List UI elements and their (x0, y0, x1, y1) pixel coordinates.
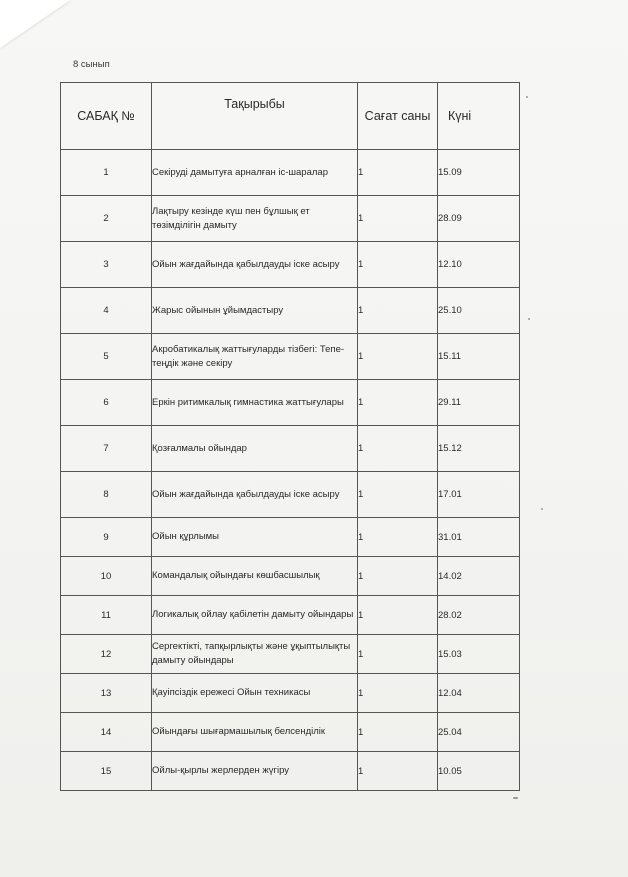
scan-speck (528, 318, 530, 320)
table-row (61, 426, 520, 472)
topic-cell: Ойын жағдайында қабылдауды іске асыру (152, 242, 358, 288)
lesson-number-cell: 11 (61, 596, 152, 635)
header-date (438, 83, 520, 150)
topic-cell: Еркін ритимкалық гимнастика жаттығулары (152, 380, 358, 426)
topic-cell: Лақтыру кезінде күш пен бұлшық ет төзімділігін дамыту (152, 196, 358, 242)
topic-cell: Акробатикалық жаттығуларды тізбегі: Тепе-теңдік және секіру (152, 334, 358, 380)
lesson-number-cell: 5 (61, 334, 152, 380)
lesson-number-cell: 13 (61, 674, 152, 713)
table-row (61, 196, 520, 242)
table-row (61, 752, 520, 791)
date-cell: 31.01 (438, 518, 520, 557)
table-row (61, 674, 520, 713)
hours-cell: 1 (358, 288, 438, 334)
date-cell: 15.03 (438, 635, 520, 674)
lesson-number-cell: 10 (61, 557, 152, 596)
hours-cell: 1 (358, 426, 438, 472)
topic-cell: Қозғалмалы ойындар (152, 426, 358, 472)
topic-cell: Ойлы-қырлы жерлерден жүгіру (152, 752, 358, 791)
header-date-label: Күні (448, 109, 472, 123)
scan-speck (541, 508, 543, 510)
date-cell: 17.01 (438, 472, 520, 518)
hours-cell: 1 (358, 242, 438, 288)
scan-speck (526, 96, 528, 98)
table-row (61, 596, 520, 635)
date-cell: 29.11 (438, 380, 520, 426)
topic-cell: Ойын құрлымы (152, 518, 358, 557)
date-cell: 28.02 (438, 596, 520, 635)
header-topic: Тақырыбы (152, 83, 358, 150)
lesson-number-cell: 4 (61, 288, 152, 334)
lesson-number-cell: 15 (61, 752, 152, 791)
lesson-number-cell: 14 (61, 713, 152, 752)
hours-cell: 1 (358, 713, 438, 752)
date-cell: 15.11 (438, 334, 520, 380)
lesson-number-cell: 1 (61, 150, 152, 196)
topic-cell: Қауіпсіздік ережесі Ойын техникасы (152, 674, 358, 713)
hours-cell: 1 (358, 752, 438, 791)
table-row (61, 713, 520, 752)
lesson-number-cell: 2 (61, 196, 152, 242)
hours-cell: 1 (358, 380, 438, 426)
table-row (61, 380, 520, 426)
topic-cell: Секіруді дамытуға арналған іс-шаралар (152, 150, 358, 196)
lesson-number-cell: 7 (61, 426, 152, 472)
table-header-row (61, 83, 520, 150)
lesson-number-cell: 8 (61, 472, 152, 518)
lesson-number-cell: 6 (61, 380, 152, 426)
date-cell: 14.02 (438, 557, 520, 596)
date-cell: 12.10 (438, 242, 520, 288)
lesson-number-cell: 9 (61, 518, 152, 557)
lesson-number-cell: 12 (61, 635, 152, 674)
date-cell: 12.04 (438, 674, 520, 713)
table-row (61, 242, 520, 288)
topic-cell: Ойындағы шығармашылық белсенділік (152, 713, 358, 752)
hours-cell: 1 (358, 635, 438, 674)
hours-cell: 1 (358, 472, 438, 518)
header-hours: Сағат саны (358, 83, 438, 150)
topic-cell: Командалық ойындағы көшбасшылық (152, 557, 358, 596)
lesson-plan-table (60, 82, 520, 791)
hours-cell: 1 (358, 518, 438, 557)
table-row (61, 334, 520, 380)
hours-cell: 1 (358, 557, 438, 596)
table-row (61, 635, 520, 674)
table-row (61, 472, 520, 518)
topic-cell: Сергектікті, тапқырлықты және ұқыптылықты дамыту ойындары (152, 635, 358, 674)
scan-speck (513, 797, 518, 799)
date-cell: 15.12 (438, 426, 520, 472)
hours-cell: 1 (358, 674, 438, 713)
date-cell: 25.04 (438, 713, 520, 752)
grade-label: 8 сынып (73, 59, 110, 70)
hours-cell: 1 (358, 196, 438, 242)
date-cell: 25.10 (438, 288, 520, 334)
table-row (61, 557, 520, 596)
lesson-number-cell: 3 (61, 242, 152, 288)
topic-cell: Логикалық ойлау қабілетін дамыту ойындары (152, 596, 358, 635)
date-cell: 28.09 (438, 196, 520, 242)
hours-cell: 1 (358, 596, 438, 635)
topic-cell: Жарыс ойынын ұйымдастыру (152, 288, 358, 334)
table-row (61, 518, 520, 557)
table-row (61, 288, 520, 334)
topic-cell: Ойын жағдайында қабылдауды іске асыру (152, 472, 358, 518)
date-cell: 15.09 (438, 150, 520, 196)
date-cell: 10.05 (438, 752, 520, 791)
hours-cell: 1 (358, 150, 438, 196)
header-lesson-number: САБАҚ № (61, 83, 152, 150)
folded-corner (0, 0, 70, 48)
table-row (61, 150, 520, 196)
hours-cell: 1 (358, 334, 438, 380)
